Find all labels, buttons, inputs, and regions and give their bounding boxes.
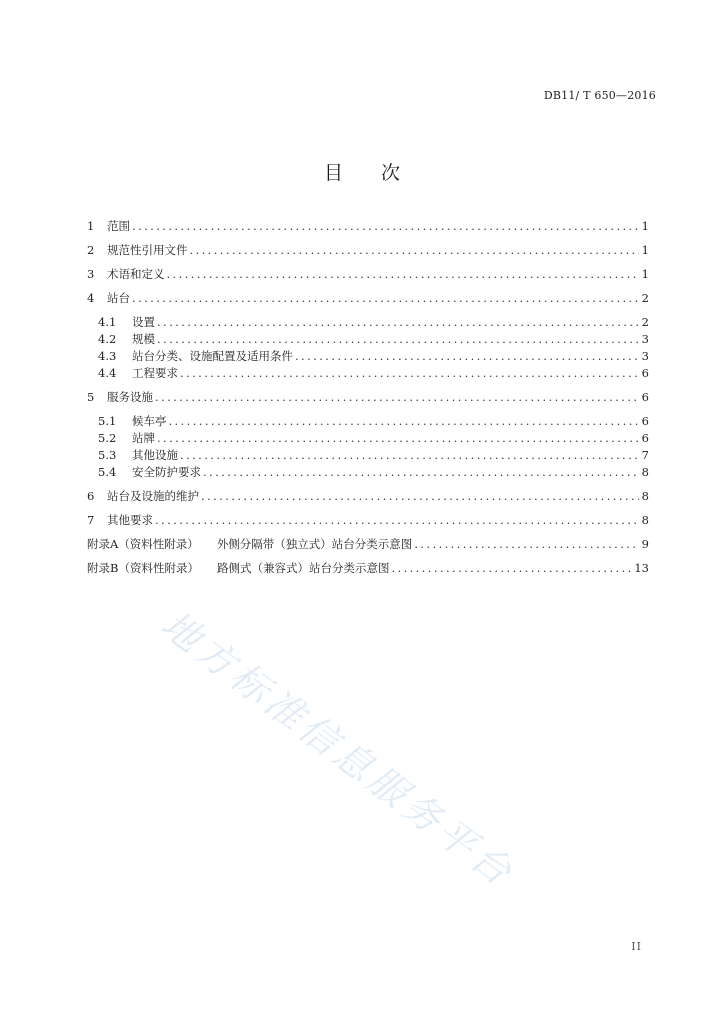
toc-entry-5-1[interactable]: [87, 413, 649, 430]
appendix-type: （资料性附录）: [118, 561, 199, 575]
toc-page-number: 2: [641, 315, 649, 329]
toc-entry-3[interactable]: [87, 266, 649, 283]
toc-entry-6[interactable]: [87, 488, 649, 505]
toc-leader-dots: [180, 447, 639, 464]
toc-label: 术语和定义: [107, 267, 165, 281]
toc-label: 其他设施: [132, 448, 178, 462]
toc-page-number: 6: [641, 390, 649, 404]
toc-entry-2[interactable]: [87, 242, 649, 259]
toc-leader-dots: [169, 413, 640, 430]
toc-number: 2: [87, 243, 95, 257]
toc-number: 4: [87, 291, 95, 305]
toc-number: 5.1: [98, 414, 117, 428]
toc-page-number: 8: [641, 513, 649, 527]
toc-label: 服务设施: [107, 390, 153, 404]
toc-leader-dots: [155, 389, 639, 406]
toc-page-number: 8: [641, 465, 649, 479]
toc-entry-5-3[interactable]: [87, 447, 649, 464]
toc-entry-appendix-a[interactable]: [87, 536, 649, 553]
toc-entry-7[interactable]: [87, 512, 649, 529]
toc-number: 4.4: [98, 366, 117, 380]
toc-entry-appendix-b[interactable]: [87, 560, 649, 577]
toc-number: 5.2: [98, 431, 117, 445]
watermark-text: 地方标准信息服务平台: [153, 602, 524, 897]
toc-leader-dots: [155, 512, 639, 529]
toc-entry-5-4[interactable]: [87, 464, 649, 481]
toc-leader-dots: [203, 464, 639, 481]
toc-page-number: 7: [641, 448, 649, 462]
toc-number: 4.1: [98, 315, 117, 329]
toc-label: 设置: [132, 315, 155, 329]
toc-label: 站台: [107, 291, 130, 305]
toc-entry-4-1[interactable]: [87, 314, 649, 331]
page-number: II: [631, 940, 642, 953]
toc-page-number: 9: [641, 537, 649, 551]
toc-label: 站牌: [132, 431, 155, 445]
toc-leader-dots: [167, 266, 640, 283]
appendix-number: 附录A: [87, 537, 119, 551]
toc-label: 站台及设施的维护: [107, 489, 199, 503]
toc-entry-4-3[interactable]: [87, 348, 649, 365]
toc-leader-dots: [132, 290, 639, 307]
appendix-title: 外侧分隔带（独立式）站台分类示意图: [216, 537, 413, 551]
toc-label: 站台分类、设施配置及适用条件: [132, 349, 293, 363]
toc-leader-dots: [201, 488, 639, 505]
toc-label: 安全防护要求: [132, 465, 201, 479]
toc-page-number: 3: [641, 332, 649, 346]
page-title: 目 次: [323, 162, 417, 184]
toc-label: 候车亭: [132, 414, 167, 428]
toc-leader-dots: [157, 331, 639, 348]
toc-page-number: 6: [641, 414, 649, 428]
toc-leader-dots: [132, 218, 639, 235]
toc-leader-dots: [157, 430, 639, 447]
toc-number: 1: [87, 219, 95, 233]
toc-entry-4[interactable]: [87, 290, 649, 307]
toc-label: 规模: [132, 332, 155, 346]
toc-entry-1[interactable]: [87, 218, 649, 235]
toc-page-number: 6: [641, 366, 649, 380]
toc-leader-dots: [414, 536, 639, 553]
table-of-contents: [87, 218, 649, 577]
toc-number: 5.4: [98, 465, 117, 479]
toc-page-number: 1: [641, 219, 649, 233]
toc-page-number: 1: [641, 243, 649, 257]
toc-entry-4-2[interactable]: [87, 331, 649, 348]
toc-number: 3: [87, 267, 95, 281]
appendix-title: 路侧式（兼容式）站台分类示意图: [216, 561, 390, 575]
toc-page-number: 13: [634, 561, 649, 575]
appendix-type: （资料性附录）: [118, 537, 199, 551]
toc-page-number: 3: [641, 349, 649, 363]
toc-entry-5-2[interactable]: [87, 430, 649, 447]
toc-number: 7: [87, 513, 95, 527]
toc-label: 规范性引用文件: [107, 243, 188, 257]
document-code: DB11/ T 650—2016: [543, 89, 656, 102]
toc-entry-4-4[interactable]: [87, 365, 649, 382]
appendix-number: 附录B: [87, 561, 119, 575]
toc-number: 4.2: [98, 332, 117, 346]
toc-page-number: 8: [641, 489, 649, 503]
toc-leader-dots: [190, 242, 640, 259]
toc-label: 其他要求: [107, 513, 153, 527]
toc-label: 范围: [107, 219, 130, 233]
toc-entry-5[interactable]: [87, 389, 649, 406]
toc-number: 6: [87, 489, 95, 503]
toc-leader-dots: [295, 348, 639, 365]
toc-page-number: 2: [641, 291, 649, 305]
toc-page-number: 6: [641, 431, 649, 445]
toc-leader-dots: [157, 314, 639, 331]
toc-leader-dots: [391, 560, 632, 577]
toc-number: 5.3: [98, 448, 117, 462]
toc-leader-dots: [180, 365, 639, 382]
toc-page-number: 1: [641, 267, 649, 281]
toc-number: 4.3: [98, 349, 117, 363]
toc-label: 工程要求: [132, 366, 178, 380]
toc-number: 5: [87, 390, 95, 404]
